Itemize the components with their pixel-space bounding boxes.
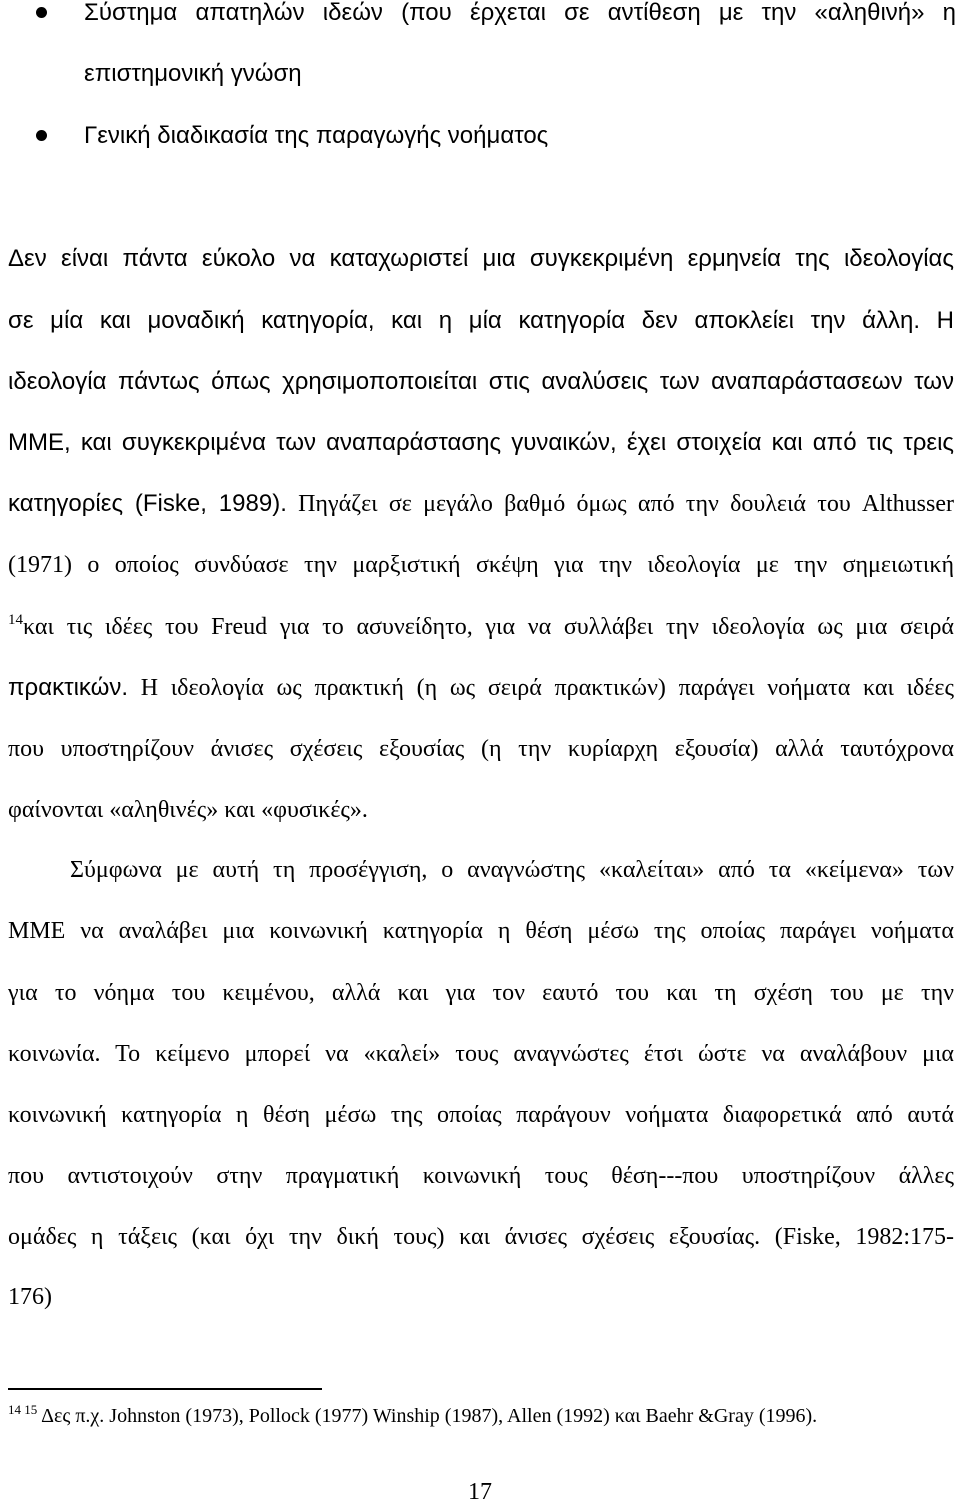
paragraph-line: σε μία και μοναδική κατηγορία, και η μία κατηγορία δεν αποκλείει την άλλη. Η (8, 307, 954, 334)
paragraph-line: που αντιστοιχούν στην πραγματική κοινωνική τους θέση---που υποστηρίζουν άλλες (8, 1163, 954, 1189)
bullet-item-text: Γενική διαδικασία της παραγωγής νοήματος (84, 122, 549, 149)
paragraph-line: κοινωνική κατηγορία η θέση μέσω της οποίας παράγουν νοήματα διαφορετικά από αυτά (8, 1102, 954, 1128)
paragraph-line: φαίνονται «αληθινές» και «φυσικές». (8, 797, 368, 823)
paragraph-line: ΜΜΕ να αναλάβει μια κοινωνική κατηγορία η θέση μέσω της οποίας παράγει νοήματα (8, 918, 954, 944)
bullet-marker (36, 130, 47, 141)
paragraph-line: Δεν είναι πάντα εύκολο να καταχωριστεί μια συγκεκριμένη ερμηνεία της ιδεολογίας (8, 245, 954, 272)
text-run: πρακτικών. (8, 674, 129, 701)
text-run: κατηγορίες (Fiske, 1989). (8, 490, 287, 517)
footnote (8, 1404, 817, 1428)
paragraph-line (8, 489, 954, 519)
paragraph-line: (1971) ο οποίος συνδύασε την μαρξιστική σκέψη για την ιδεολογία με την σημειωτική (8, 552, 954, 578)
paragraph-line: κοινωνία. Το κείμενο μπορεί να «καλεί» τους αναγνώστες έτσι ώστε να αναλάβουν μια (8, 1041, 954, 1067)
paragraph-line: ομάδες η τάξεις (και όχι την δική τους) και άνισες σχέσεις εξουσίας. (Fiske, 1982:175- (8, 1224, 954, 1250)
bullet-marker (36, 7, 47, 18)
paragraph-line: ιδεολογία πάντως όπως χρησιμοποποιείται στις αναλύσεις των αναπαράστασεων των (8, 368, 954, 395)
paragraph-line: που υποστηρίζουν άνισες σχέσεις εξουσίας (η την κυρίαρχη εξουσία) αλλά ταυτόχρονα (8, 736, 954, 762)
text-run: Πηγάζει σε μεγάλο βαθμό όμως από την δουλειά του Althusser (286, 491, 954, 517)
footnote-separator (8, 1388, 322, 1390)
footnote-text: Δες π.χ. Johnston (1973), Pollock (1977) Winship (1987), Allen (1992) και Baehr &Gray (1996). (41, 1405, 818, 1427)
text-run: Η ιδεολογία ως πρακτική (η ως σειρά πρακτικών) παράγει νοήματα και ιδέες (128, 675, 954, 701)
paragraph-line: 176) (8, 1284, 52, 1310)
text-run: και τις ιδέες του Freud για το ασυνείδητο, για να συλλάβει την ιδεολογία ως μια σειρά (23, 614, 954, 640)
footnote-markers: 14 15 (8, 1402, 38, 1417)
paragraph-line: ΜΜΕ, και συγκεκριμένα των αναπαράστασης γυναικών, έχει στοιχεία και από τις τρεις (8, 429, 954, 456)
page-number: 17 (468, 1479, 492, 1505)
paragraph-line (8, 673, 954, 703)
bullet-item-text-continued: επιστημονική γνώση (84, 60, 302, 87)
paragraph-line (8, 612, 954, 642)
paragraph-line: Σύμφωνα με αυτή τη προσέγγιση, ο αναγνώστης «καλείται» από τα «κείμενα» των (70, 857, 954, 883)
footnote-reference: 14 (8, 612, 23, 628)
bullet-item-text: Σύστημα απατηλών ιδεών (που έρχεται σε αντίθεση με την «αληθινή» η (84, 0, 956, 26)
paragraph-line: για το νόημα του κειμένου, αλλά και για τον εαυτό του και τη σχέση του με την (8, 980, 954, 1006)
